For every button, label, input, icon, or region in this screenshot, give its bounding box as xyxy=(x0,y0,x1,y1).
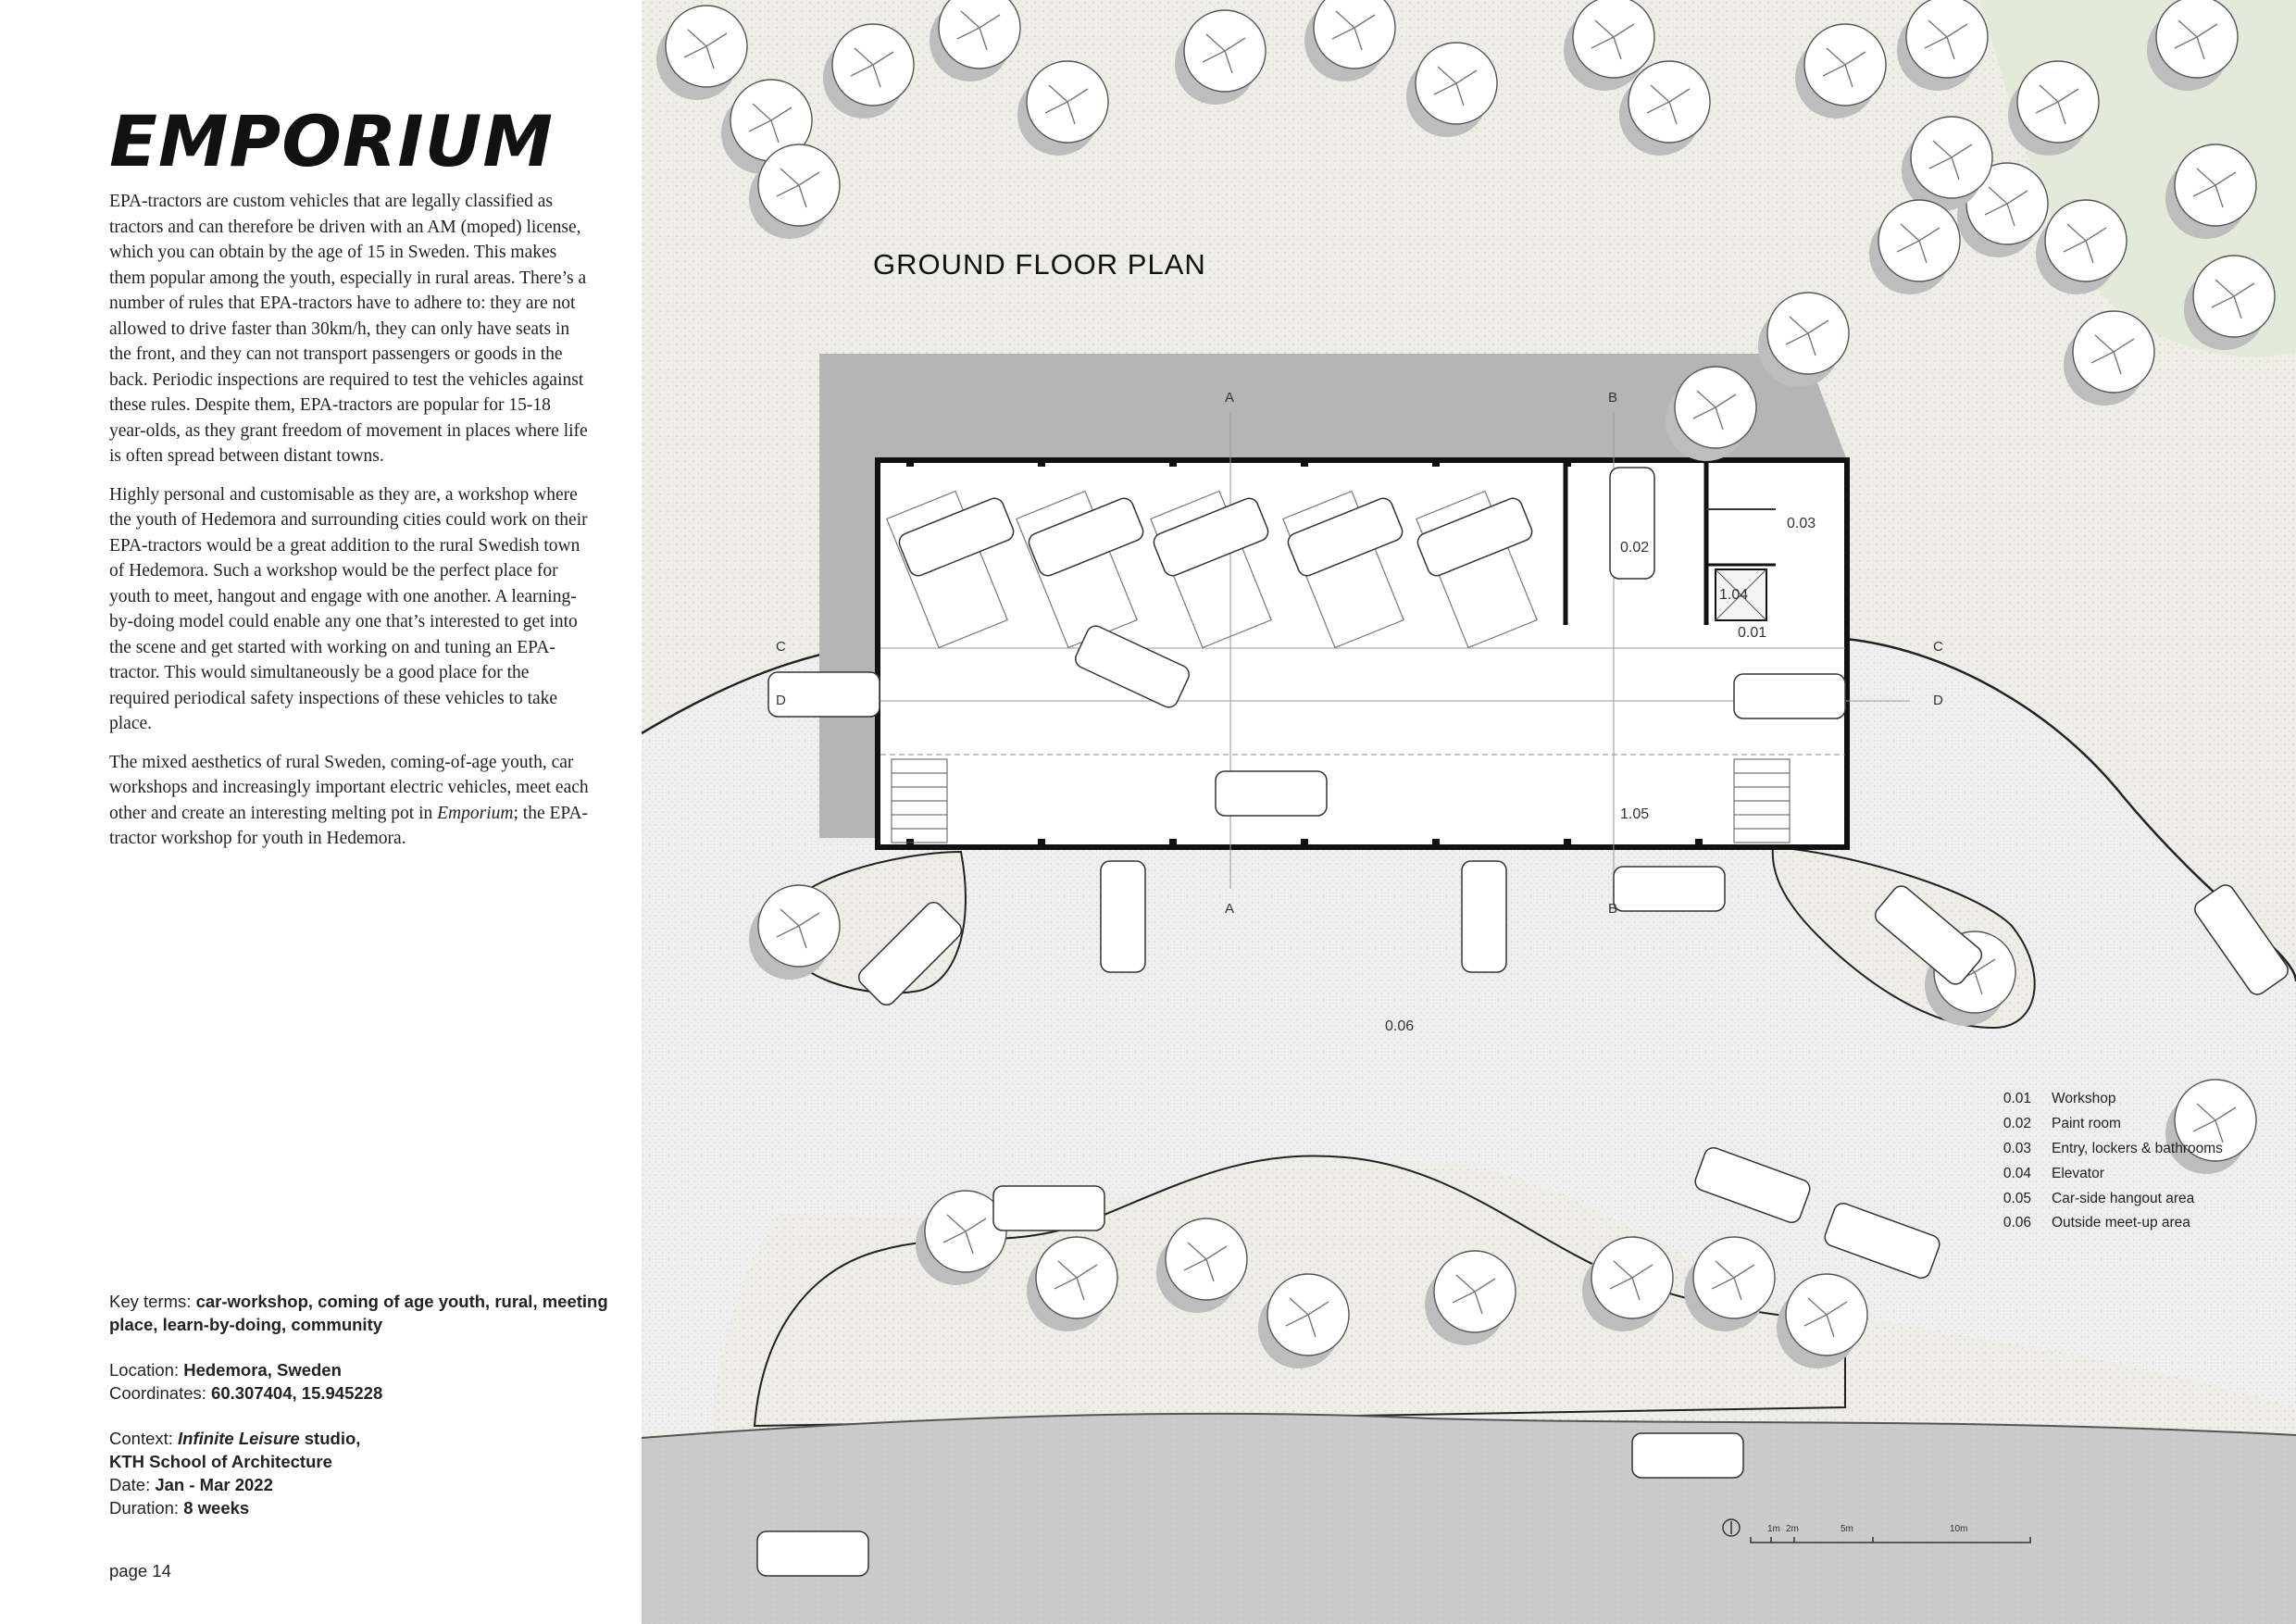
legend-row xyxy=(2000,1186,2223,1211)
project-facts xyxy=(109,1290,628,1542)
page-number: page 14 xyxy=(109,1561,171,1580)
context-block xyxy=(109,1427,628,1519)
legend-label: Outside meet-up area xyxy=(2052,1215,2190,1231)
car-icon xyxy=(1462,861,1506,972)
date-value: Jan - Mar 2022 xyxy=(155,1475,273,1494)
date-label: Date: xyxy=(109,1475,156,1494)
car-icon xyxy=(757,1531,868,1576)
legend-row xyxy=(2000,1211,2223,1236)
car-icon xyxy=(1610,468,1654,579)
legend-row xyxy=(2000,1112,2223,1137)
coordinates-value: 60.307404, 15.945228 xyxy=(211,1383,383,1403)
section-mark-a-bottom: A xyxy=(1225,901,1235,917)
legend-row xyxy=(2000,1087,2223,1112)
room-label-entry: 0.03 xyxy=(1787,516,1816,531)
car-icon xyxy=(993,1186,1104,1230)
description-paragraph-1: EPA-tractors are custom vehicles that are legally classified as tractors and can therefore be driven with an AM (moped) license, which you can obtain by the age of 15 in Sweden. This makes them popular among the youth, especially in rural areas. There’s a number of rules that EPA-tractors have to adhere to: they are not allowed to drive faster than 30km/h, they can only have seats in the front, and they can not transport passengers or goods in the back. Periodic inspections are required to test the vehicles against these rules. Despite them, EPA-tractors are popular for 15-18 year-olds, as they grant freedom of movement in places where life is often spread between distant towns. xyxy=(109,192,588,466)
project-description xyxy=(109,189,591,865)
room-label-elevator: 1.04 xyxy=(1719,587,1749,603)
key-terms-value: car-workshop, coming of age youth, rural, meeting place, learn-by-doing, community xyxy=(109,1292,608,1334)
duration-value: 8 weeks xyxy=(183,1498,250,1518)
context-label: Context: xyxy=(109,1429,179,1448)
scale-label-2m: 2m xyxy=(1786,1524,1799,1534)
section-mark-a-top: A xyxy=(1225,390,1235,406)
section-mark-d-left: D xyxy=(776,693,786,708)
scale-label-1m: 1m xyxy=(1767,1524,1780,1534)
text-column xyxy=(0,0,642,1624)
location-block xyxy=(109,1358,628,1405)
paragraph-3-project-name: Emporium xyxy=(437,803,514,823)
room-label-hangout: 1.05 xyxy=(1620,806,1650,822)
legend-row xyxy=(2000,1161,2223,1186)
section-mark-c-left: C xyxy=(776,639,786,655)
section-mark-c-right: C xyxy=(1933,639,1943,655)
room-label-meetup: 0.06 xyxy=(1385,1018,1415,1034)
location-label: Location: xyxy=(109,1360,184,1380)
section-mark-b-top: B xyxy=(1608,390,1618,406)
legend-code: 0.01 xyxy=(2003,1091,2031,1107)
description-paragraph-2: Highly personal and customisable as they are, a workshop where the youth of Hedemora and surrounding cities could work on their EPA-tractors would be a great addition to the rural Swedish town of Hedemora. Such a workshop would be the perfect place for youth to meet, hangout and engage with one another. A learning-by-doing model could enable any one that’s interested to get into the scene and get started with working on and tuning an EPA-tractor. This would simultaneously be a good place for the required periodical safety inspections of these vehicles to take place. xyxy=(109,484,588,733)
car-icon xyxy=(1614,867,1725,911)
legend-row xyxy=(2000,1137,2223,1162)
site-plan-drawing xyxy=(642,0,2296,1624)
key-terms xyxy=(109,1290,628,1336)
car-icon xyxy=(1734,674,1845,718)
project-title: EMPORIUM xyxy=(109,100,554,182)
legend-code: 0.06 xyxy=(2003,1215,2031,1231)
location-value: Hedemora, Sweden xyxy=(183,1360,342,1380)
legend-label: Car-side hangout area xyxy=(2052,1190,2195,1206)
plan-title: GROUND FLOOR PLAN xyxy=(873,248,1206,281)
room-label-workshop: 0.01 xyxy=(1738,625,1767,641)
road xyxy=(642,1414,2296,1624)
legend-label: Entry, lockers & bathrooms xyxy=(2052,1140,2223,1156)
legend-label: Workshop xyxy=(2052,1091,2116,1107)
legend-code: 0.05 xyxy=(2003,1190,2031,1206)
room-legend xyxy=(2000,1087,2223,1236)
section-mark-d-right: D xyxy=(1933,693,1943,708)
key-terms-label: Key terms: xyxy=(109,1292,196,1311)
paragraph-3-start: The mixed aesthetics of rural Sweden, coming-of-age youth, car workshops and increasingly important electric vehicles, meet each other and create an interesting melting pot in xyxy=(109,752,589,823)
site-plan-svg xyxy=(642,0,2296,1624)
car-icon xyxy=(1632,1433,1743,1478)
section-mark-b-bottom: B xyxy=(1608,901,1618,917)
description-paragraph-3 xyxy=(109,750,591,852)
context-studio-suffix: studio, xyxy=(299,1429,361,1448)
context-studio: Infinite Leisure xyxy=(178,1429,300,1448)
car-icon xyxy=(1216,771,1327,816)
legend-code: 0.04 xyxy=(2003,1165,2031,1181)
context-school: KTH School of Architecture xyxy=(109,1452,332,1471)
legend-code: 0.02 xyxy=(2003,1116,2031,1132)
scale-label-5m: 5m xyxy=(1841,1524,1853,1534)
legend-label: Elevator xyxy=(2052,1165,2104,1181)
room-label-paint-room: 0.02 xyxy=(1620,540,1650,556)
coordinates-label: Coordinates: xyxy=(109,1383,212,1403)
duration-label: Duration: xyxy=(109,1498,184,1518)
paragraph-3-end: ; the EPA-tractor workshop for youth in Hedemora. xyxy=(109,803,589,848)
legend-code: 0.03 xyxy=(2003,1140,2031,1156)
scale-label-10m: 10m xyxy=(1950,1524,1968,1534)
car-icon xyxy=(1101,861,1145,972)
legend-label: Paint room xyxy=(2052,1116,2121,1132)
